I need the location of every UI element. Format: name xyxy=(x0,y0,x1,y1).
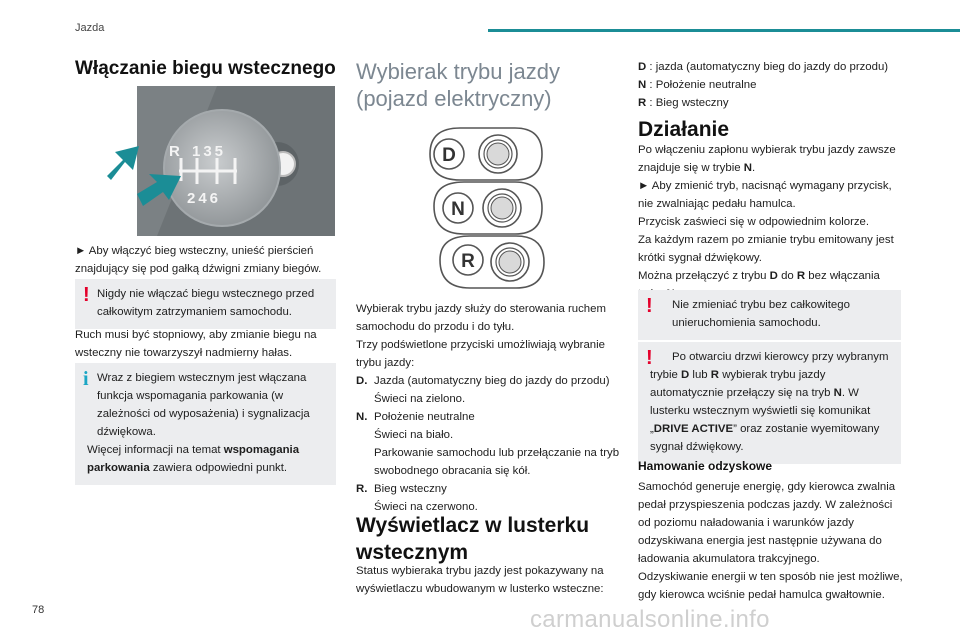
section-title-reverse-gear: Włączanie biegu wstecznego xyxy=(75,58,336,79)
mode-key: R. xyxy=(356,483,368,495)
regen-text xyxy=(638,478,908,604)
header-accent-bar xyxy=(488,29,960,32)
operation-para-4: Za każdym razem po zmianie trybu emitowany jest krótki sygnał dźwiękowy. xyxy=(638,234,894,264)
warning-text: Nigdy nie włączać biegu wstecznego przed całkowitym zatrzymaniem samochodu. xyxy=(97,288,315,318)
warning-icon: ! xyxy=(83,284,90,306)
mode-row-n xyxy=(356,408,622,480)
gear-knob-illustration xyxy=(97,86,335,236)
operation-para-5: Można przełączyć z trybu D do R bez włączania xyxy=(638,270,880,282)
gear-pattern-bottom: 246 xyxy=(187,190,222,207)
drive-selector-illustration xyxy=(420,126,550,292)
mode-line: Świeci na zielono. xyxy=(374,393,466,405)
info-more-link: wspomagania parkowania xyxy=(87,444,300,474)
info-more-suffix: zawiera odpowiedni punkt. xyxy=(149,462,288,474)
mode-line: Jazda (automatyczny bieg do jazdy do przodu) xyxy=(374,375,610,387)
legend-row-n: N : Położenie neutralne xyxy=(638,79,757,91)
mode-line: Położenie neutralne xyxy=(374,411,475,423)
drive-modes-list xyxy=(356,372,622,516)
mode-line: Świeci na biało. xyxy=(374,429,454,441)
operation-para-1: Po włączeniu zapłonu wybierak trybu jazdy zawsze znajduje się w trybie N. xyxy=(638,144,896,174)
page-number: 78 xyxy=(32,604,45,616)
selector-label-d: D xyxy=(442,145,456,166)
legend-row-d: D : jazda (automatyczny bieg do jazdy do przodu) xyxy=(638,61,889,73)
warning-box-reverse xyxy=(75,279,336,329)
mirror-legend xyxy=(638,58,918,112)
regen-para-1: Samochód generuje energię, gdy kierowca zwalnia pedał przyspieszenia podczas jazdy. W zależności od poziomu naładowania i warunków jazdy odzyskiwana energia jest następnie używana do ładowania akumulatora trakcyjnego. xyxy=(638,481,896,565)
warning-icon: ! xyxy=(646,295,653,317)
watermark-text: carmanualsonline.info xyxy=(530,606,770,633)
reverse-noise-text: Ruch musi być stopniowy, aby zmianie biegu na wsteczny nie towarzyszył nadmierny hałas. xyxy=(75,329,317,359)
reverse-step-text: ► Aby włączyć bieg wsteczny, unieść pierścień znajdujący się pod gałką dźwigni zmiany biegów. xyxy=(75,245,322,275)
selector-intro-2: Trzy podświetlone przyciski umożliwiają wybranie trybu jazdy: xyxy=(356,339,605,369)
subsection-title-regen-braking: Hamowanie odzyskowe xyxy=(638,459,773,473)
gear-pattern-reverse: R xyxy=(169,143,180,160)
mode-row-d xyxy=(356,372,622,408)
warning-text: Nie zmieniać trybu bez całkowitego unieruchomienia samochodu. xyxy=(672,299,850,329)
info-box-parking-aid xyxy=(75,363,336,485)
info-icon: i xyxy=(83,368,89,390)
warning-box-mode-change xyxy=(638,290,901,340)
mode-key: N. xyxy=(356,411,368,423)
section-title-operation: Działanie xyxy=(638,118,730,141)
section-title-mirror-display: Wyświetlacz w lusterku wstecznym xyxy=(356,514,590,564)
selector-label-n: N xyxy=(451,199,465,220)
mode-row-r xyxy=(356,480,622,516)
mode-line: Bieg wsteczny xyxy=(374,483,447,495)
mirror-display-text: Status wybieraka trybu jazdy jest pokazywany na wyświetlaczu wbudowanym w lusterko wsteczne: xyxy=(356,565,604,595)
chapter-title: Jazda xyxy=(75,22,105,34)
selector-label-r: R xyxy=(461,251,475,272)
warning-text: Po otwarciu drzwi kierowcy przy wybranym trybie D lub R wybierak trybu jazdy automatycznie przełączy się na tryb N. W lusterku wstecznym wyświetli się komunikat „DRIVE ACTIVE” oraz zostanie wyemitowany sygnał dźwiękowy. xyxy=(650,351,889,453)
mode-line: Parkowanie samochodu lub przełączanie na tryb swobodnego obracania się kół. xyxy=(374,447,620,477)
mode-line: Świeci na czerwono. xyxy=(374,501,478,513)
warning-box-door-open xyxy=(638,342,901,464)
operation-para-3: Przycisk zaświeci się w odpowiednim kolorze. xyxy=(638,216,870,228)
info-more-prefix: Więcej informacji na temat xyxy=(87,444,224,456)
selector-intro: Wybierak trybu jazdy służy do sterowania ruchem samochodu do przodu i do tyłu. xyxy=(356,303,606,333)
warning-icon: ! xyxy=(646,347,653,369)
info-text: Wraz z biegiem wstecznym jest włączana funkcja wspomagania parkowania (w zależności od wyposażenia) i sygnalizacja dźwiękowa. xyxy=(97,372,310,438)
regen-para-2: Odzyskiwanie energii w ten sposób nie jest możliwe, gdy kierowca wciśnie pedał hamulca gwałtownie. xyxy=(638,571,903,601)
operation-para-2: ► Aby zmienić tryb, nacisnąć wymagany przycisk, nie zwalniając pedału hamulca. xyxy=(638,180,892,210)
section-title-drive-selector: Wybierak trybu jazdy (pojazd elektryczny) xyxy=(356,59,560,111)
operation-text xyxy=(638,141,902,303)
mode-key: D. xyxy=(356,375,368,387)
legend-row-r: R : Bieg wsteczny xyxy=(638,97,729,109)
gear-pattern-top: 135 xyxy=(192,143,227,160)
